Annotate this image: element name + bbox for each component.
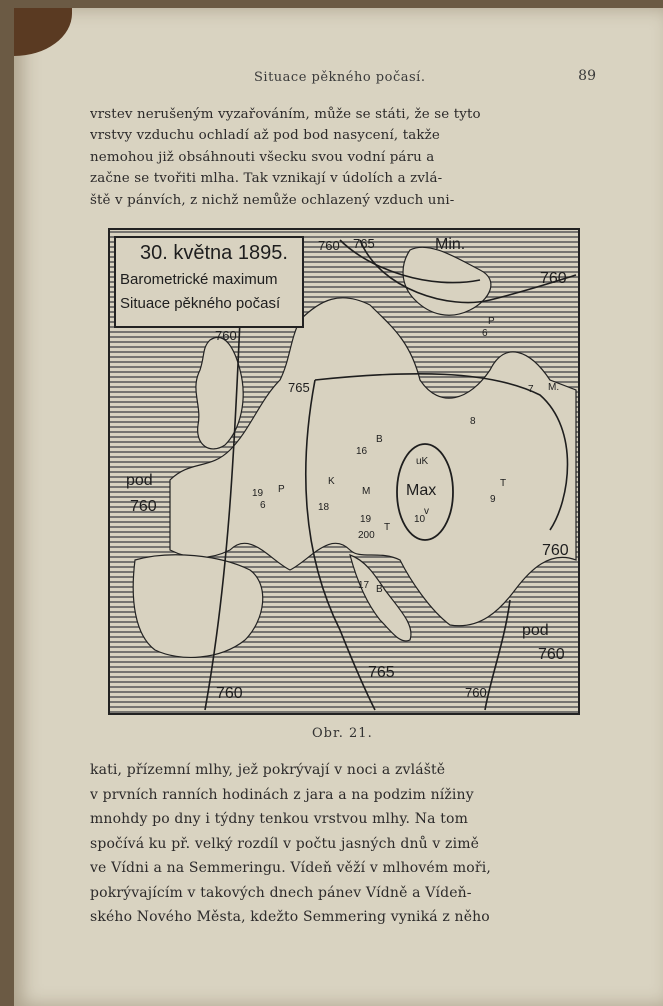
running-head (104, 66, 604, 88)
station-code: v (424, 506, 429, 517)
station-value: 17 (358, 580, 370, 591)
map-legend-box (114, 236, 304, 328)
minimum-label: Min. (435, 236, 466, 253)
station-code: M (362, 486, 371, 497)
legend-subtitle: Situace pěkného počasí (120, 295, 281, 312)
isobar-label: 760 (540, 270, 567, 287)
station-value: 6 (482, 328, 488, 339)
station-code: T (384, 522, 391, 533)
isobar-label: 760 (130, 498, 157, 515)
station-code: uK (416, 456, 429, 467)
station-code: M. (548, 382, 560, 393)
bottom-paragraph (90, 758, 595, 930)
station-code: T (500, 478, 507, 489)
legend-title: Barometrické maximum (120, 271, 278, 288)
station-code: K (328, 476, 335, 487)
isobar-label: 765 (368, 664, 395, 681)
isobar-label: 760 (465, 685, 487, 700)
station-value: 19 (360, 514, 372, 525)
isobar-label: 760 (215, 328, 237, 343)
station-value: 16 (356, 446, 368, 457)
station-value: 9 (490, 494, 496, 505)
text-line: vrstvy vzduchu ochladí až pod bod nasycení, takže (90, 128, 440, 144)
text-line: mnohdy po dny i týdny tenkou vrstvou mlhy. Na tom (90, 811, 469, 827)
land-iberia (133, 555, 263, 658)
text-line: ského Nového Města, kdežto Semmering vyniká z něho (90, 909, 490, 925)
text-line: ve Vídni a na Semmeringu. Vídeň věží v mlhovém moři, (90, 860, 491, 876)
station-value: 8 (470, 416, 476, 427)
station-value: 7 (528, 384, 534, 395)
text-line: vrstev nerušeným vyzařováním, může se státi, že se tyto (90, 107, 481, 122)
text-line: nemohou již obsáhnouti všecku svou vodní páru a (90, 149, 435, 165)
pod-label: pod (522, 622, 549, 639)
running-title: Situace pěkného počasí. (254, 70, 426, 85)
station-code: B (376, 584, 383, 595)
text-line: kati, přízemní mlhy, jež pokrývají v noci a zvláště (90, 762, 446, 778)
station-value: 200 (358, 530, 375, 541)
isobar-label: 760 (318, 238, 340, 253)
station-value: 6 (260, 500, 266, 511)
text-line: v prvních ranních hodinách z jara a na podzim nížiny (90, 786, 474, 803)
station-value: 10 (414, 514, 426, 525)
station-code: P (278, 484, 285, 495)
text-line: začne se tvořiti mlha. Tak vznikají v údolích a zvlá- (90, 171, 443, 187)
isobar-label: 765 (288, 380, 310, 395)
legend-date: 30. května 1895. (140, 242, 288, 264)
isobar-label: 765 (353, 236, 375, 251)
maximum-label: Max (406, 482, 437, 499)
isobar-label: 760 (542, 542, 569, 559)
pod-label: pod (126, 472, 153, 489)
text-line: ště v pánvích, z nichž nemůže ochlazený vzduch uni- (90, 192, 455, 208)
station-code: P (488, 316, 495, 327)
station-value: 18 (318, 502, 330, 513)
weather-map-figure (108, 228, 580, 715)
page-number: 89 (578, 68, 596, 84)
station-value: 19 (252, 488, 264, 499)
page-corner-shadow (14, 8, 72, 56)
isobar-label: 760 (538, 646, 565, 663)
isobar-label: 760 (216, 685, 243, 702)
text-line: spočívá ku př. velký rozdíl v počtu jasných dnů v zimě (90, 835, 480, 852)
station-code: B (376, 434, 383, 445)
text-line: pokrývajícím v takových dnech pánev Vídně a Vídeň- (90, 884, 472, 901)
figure-caption: Obr. 21. (312, 726, 373, 741)
top-paragraph (90, 104, 595, 211)
